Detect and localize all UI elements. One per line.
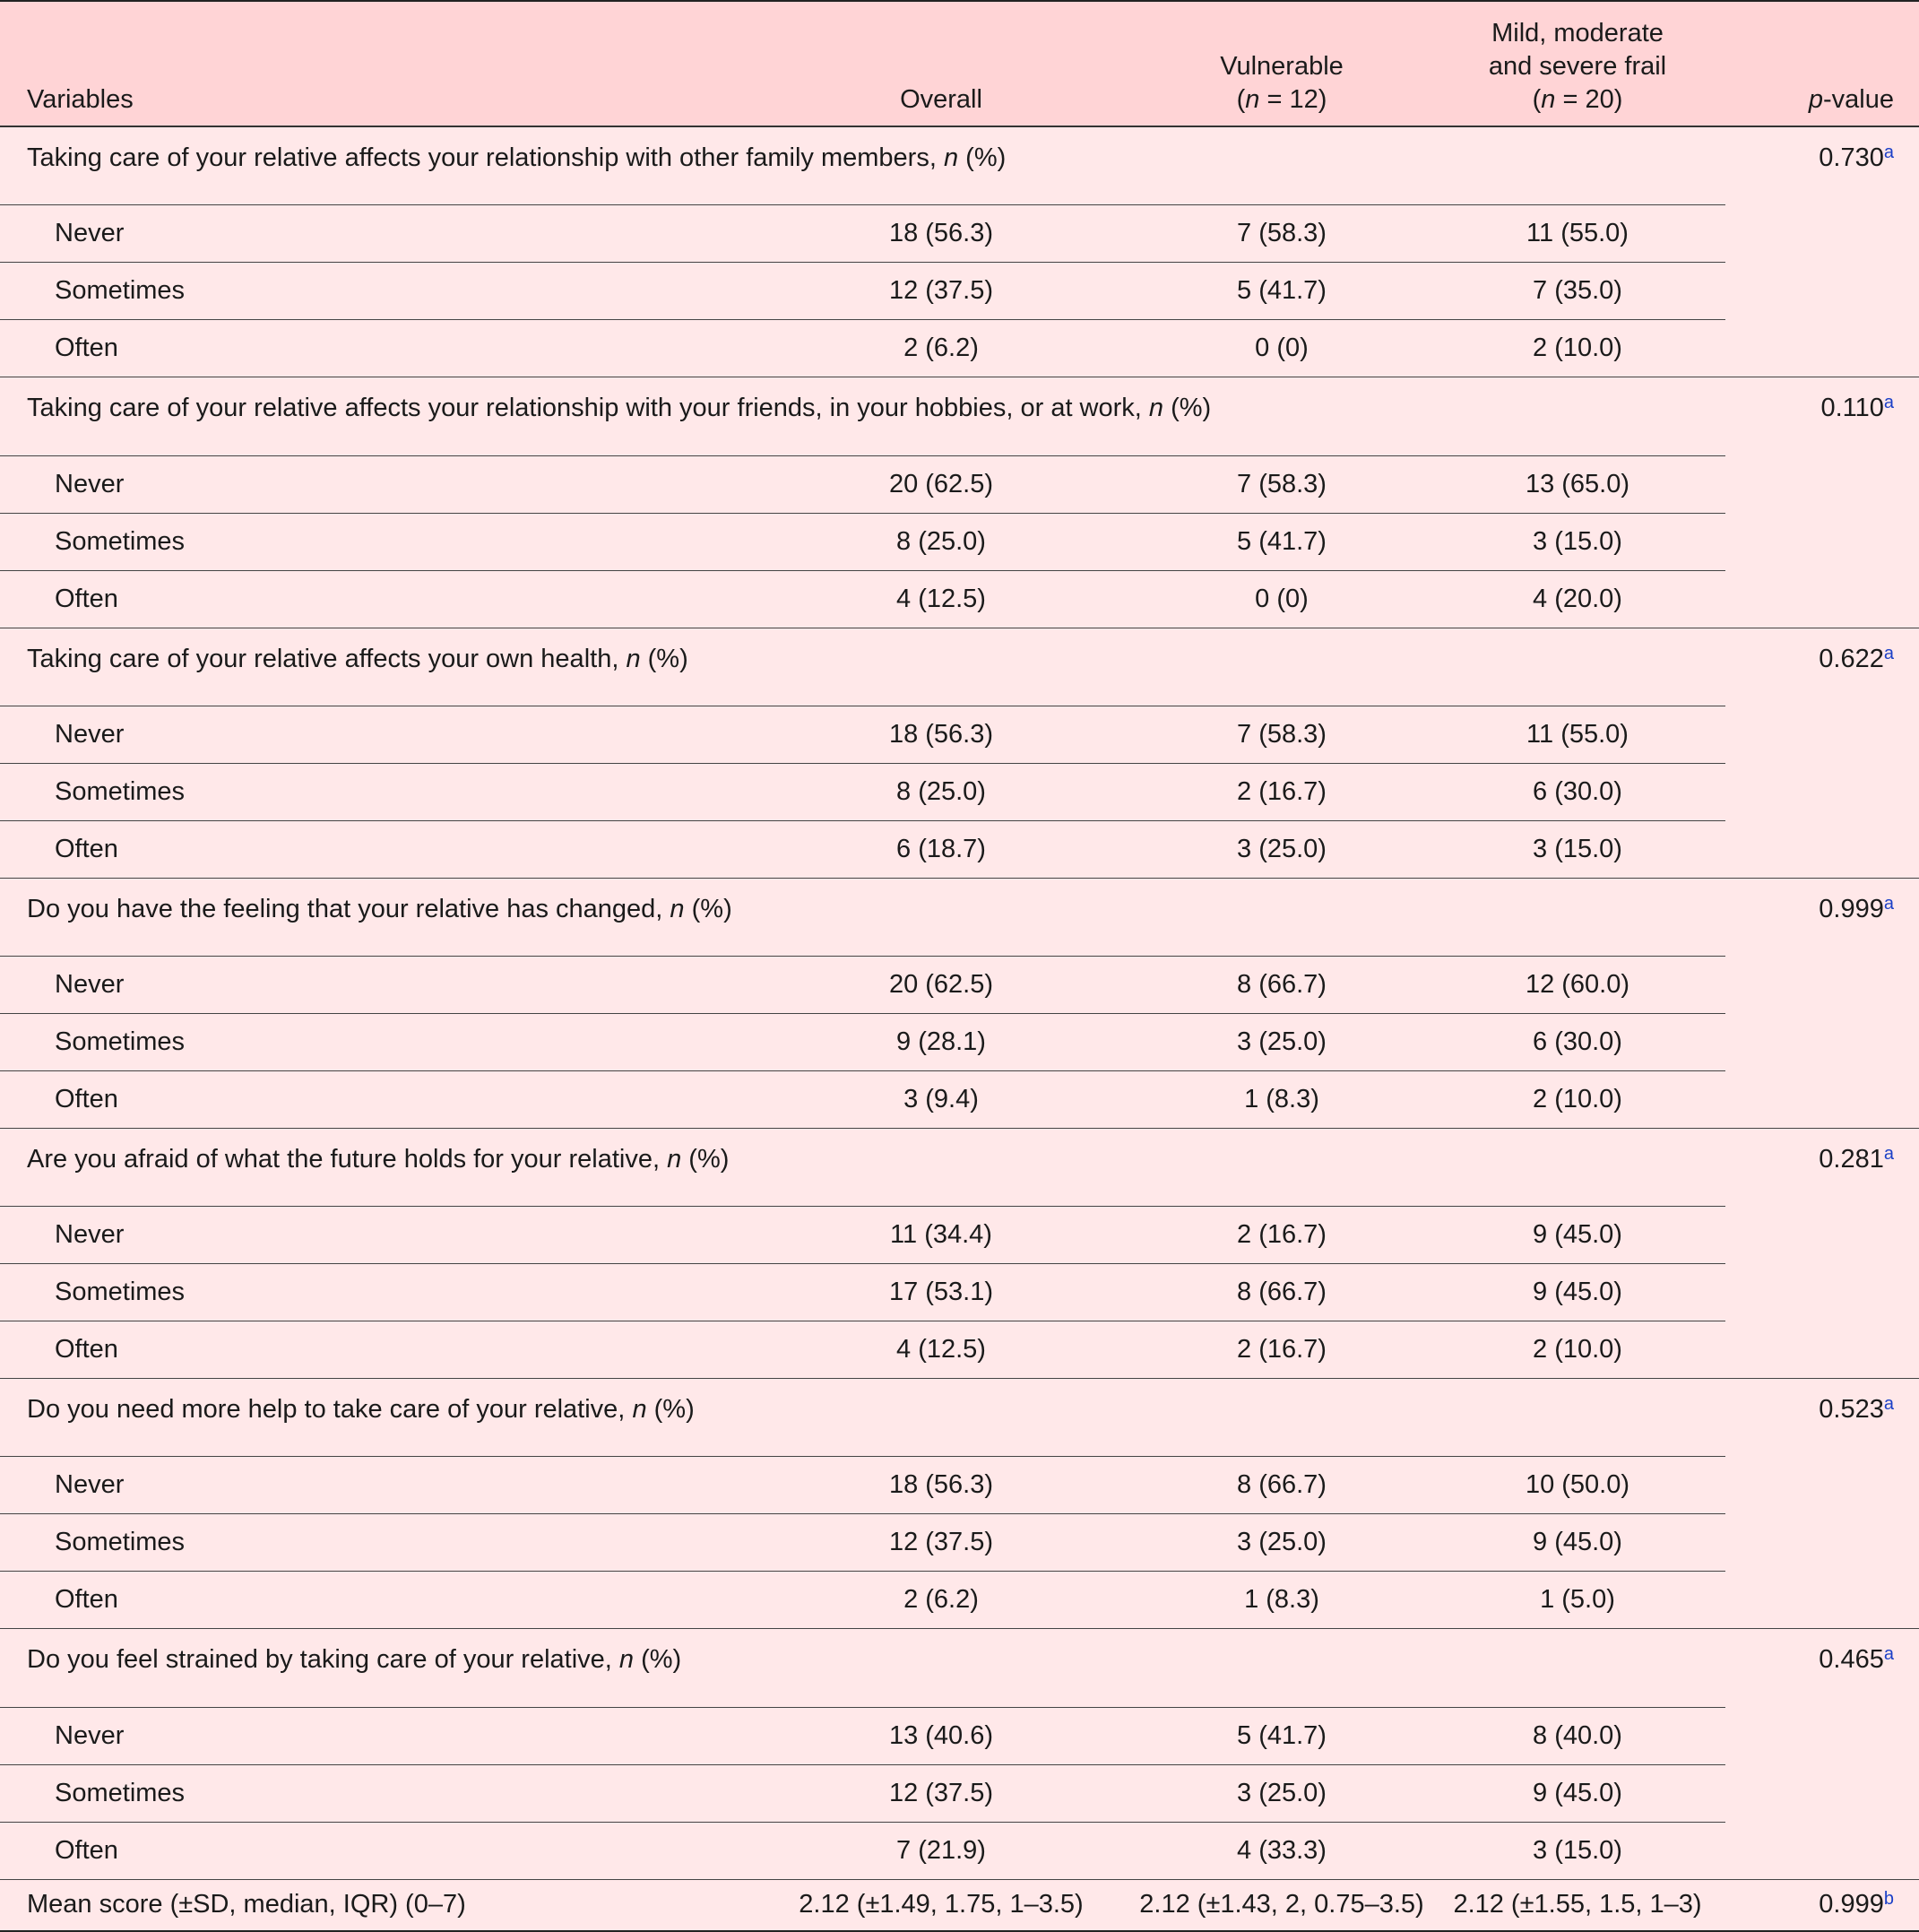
frail-cell: 9 (45.0) xyxy=(1430,1264,1725,1321)
header-variables: Variables xyxy=(0,1,748,126)
mean-p-value-footnote: b xyxy=(1883,1889,1894,1910)
option-label: Often xyxy=(0,820,748,878)
overall-cell: 8 (25.0) xyxy=(748,763,1134,820)
overall-cell: 12 (37.5) xyxy=(748,1764,1134,1822)
vulnerable-cell: 2 (16.7) xyxy=(1134,1321,1430,1379)
option-label: Sometimes xyxy=(0,1013,748,1070)
option-row xyxy=(0,706,1919,763)
overall-cell: 7 (21.9) xyxy=(748,1822,1134,1879)
vulnerable-cell: 1 (8.3) xyxy=(1134,1070,1430,1128)
option-row xyxy=(0,1321,1919,1379)
frail-cell: 9 (45.0) xyxy=(1430,1207,1725,1264)
option-label: Sometimes xyxy=(0,1264,748,1321)
p-value-footnote: a xyxy=(1883,393,1894,413)
option-row xyxy=(0,205,1919,263)
option-row xyxy=(0,1070,1919,1128)
question-label: Do you feel strained by taking care of your relative, n (%) xyxy=(0,1629,1725,1707)
frail-cell: 8 (40.0) xyxy=(1430,1707,1725,1764)
option-row xyxy=(0,1264,1919,1321)
question-label: Are you afraid of what the future holds for your relative, n (%) xyxy=(0,1128,1725,1206)
p-value-cell xyxy=(1725,1629,1919,1879)
frail-cell: 3 (15.0) xyxy=(1430,820,1725,878)
frail-cell: 2 (10.0) xyxy=(1430,1070,1725,1128)
option-row xyxy=(0,1207,1919,1264)
vulnerable-cell: 2 (16.7) xyxy=(1134,1207,1430,1264)
option-label: Sometimes xyxy=(0,513,748,570)
option-row xyxy=(0,455,1919,513)
mean-score-row xyxy=(0,1879,1919,1931)
header-frail-label-1: Mild, moderate xyxy=(1491,19,1664,48)
header-vulnerable-n: (n = 12) xyxy=(1236,85,1327,114)
vulnerable-cell: 8 (66.7) xyxy=(1134,956,1430,1013)
overall-cell: 2 (6.2) xyxy=(748,320,1134,377)
vulnerable-cell: 5 (41.7) xyxy=(1134,513,1430,570)
p-value-cell xyxy=(1725,377,1919,628)
vulnerable-cell: 0 (0) xyxy=(1134,570,1430,628)
option-label: Never xyxy=(0,706,748,763)
mean-vulnerable-cell: 2.12 (±1.43, 2, 0.75–3.5) xyxy=(1134,1879,1430,1931)
vulnerable-cell: 7 (58.3) xyxy=(1134,455,1430,513)
vulnerable-cell: 7 (58.3) xyxy=(1134,205,1430,263)
frail-cell: 4 (20.0) xyxy=(1430,570,1725,628)
vulnerable-cell: 3 (25.0) xyxy=(1134,820,1430,878)
header-row xyxy=(0,1,1919,126)
question-label: Taking care of your relative affects your own health, n (%) xyxy=(0,628,1725,706)
header-vulnerable-label: Vulnerable xyxy=(1220,52,1344,81)
option-label: Often xyxy=(0,320,748,377)
option-row xyxy=(0,956,1919,1013)
frail-cell: 7 (35.0) xyxy=(1430,263,1725,320)
overall-cell: 17 (53.1) xyxy=(748,1264,1134,1321)
option-label: Sometimes xyxy=(0,763,748,820)
p-value: 0.523 xyxy=(1819,1395,1884,1425)
option-row xyxy=(0,1764,1919,1822)
question-label: Do you have the feeling that your relative has changed, n (%) xyxy=(0,878,1725,956)
option-label: Sometimes xyxy=(0,263,748,320)
p-value-footnote: a xyxy=(1883,1143,1894,1164)
p-value-cell xyxy=(1725,126,1919,377)
vulnerable-cell: 0 (0) xyxy=(1134,320,1430,377)
overall-cell: 8 (25.0) xyxy=(748,513,1134,570)
frail-cell: 3 (15.0) xyxy=(1430,1822,1725,1879)
overall-cell: 18 (56.3) xyxy=(748,205,1134,263)
frail-cell: 2 (10.0) xyxy=(1430,320,1725,377)
overall-cell: 12 (37.5) xyxy=(748,263,1134,320)
option-row xyxy=(0,570,1919,628)
question-row xyxy=(0,878,1919,956)
overall-cell: 6 (18.7) xyxy=(748,820,1134,878)
overall-cell: 18 (56.3) xyxy=(748,706,1134,763)
option-label: Never xyxy=(0,1457,748,1514)
frail-cell: 6 (30.0) xyxy=(1430,763,1725,820)
vulnerable-cell: 8 (66.7) xyxy=(1134,1457,1430,1514)
header-frail-label-2: and severe frail xyxy=(1488,52,1667,81)
question-row xyxy=(0,126,1919,205)
mean-p-value: 0.999 xyxy=(1819,1890,1884,1919)
frail-cell: 13 (65.0) xyxy=(1430,455,1725,513)
option-row xyxy=(0,1822,1919,1879)
header-frail-n: (n = 20) xyxy=(1532,85,1623,114)
overall-cell: 18 (56.3) xyxy=(748,1457,1134,1514)
option-label: Often xyxy=(0,1572,748,1629)
table-body xyxy=(0,126,1919,1931)
option-label: Often xyxy=(0,1070,748,1128)
header-p-value: p-value xyxy=(1725,1,1919,126)
vulnerable-cell: 5 (41.7) xyxy=(1134,1707,1430,1764)
overall-cell: 9 (28.1) xyxy=(748,1013,1134,1070)
p-value: 0.622 xyxy=(1819,644,1884,673)
p-value-footnote: a xyxy=(1883,893,1894,914)
frail-cell: 9 (45.0) xyxy=(1430,1764,1725,1822)
p-value-footnote: a xyxy=(1883,1394,1894,1415)
option-label: Sometimes xyxy=(0,1764,748,1822)
question-label: Taking care of your relative affects your relationship with other family members, n (%) xyxy=(0,126,1725,205)
frail-cell: 3 (15.0) xyxy=(1430,513,1725,570)
header-vulnerable xyxy=(1134,1,1430,126)
option-row xyxy=(0,1457,1919,1514)
option-row xyxy=(0,1013,1919,1070)
vulnerable-cell: 4 (33.3) xyxy=(1134,1822,1430,1879)
option-label: Never xyxy=(0,205,748,263)
overall-cell: 13 (40.6) xyxy=(748,1707,1134,1764)
frail-cell: 2 (10.0) xyxy=(1430,1321,1725,1379)
mean-overall-cell: 2.12 (±1.49, 1.75, 1–3.5) xyxy=(748,1879,1134,1931)
overall-cell: 20 (62.5) xyxy=(748,956,1134,1013)
option-row xyxy=(0,1514,1919,1572)
question-label: Taking care of your relative affects your relationship with your friends, in your hobbies, or at work, n (%) xyxy=(0,377,1725,455)
p-value-cell xyxy=(1725,1379,1919,1629)
vulnerable-cell: 5 (41.7) xyxy=(1134,263,1430,320)
vulnerable-cell: 2 (16.7) xyxy=(1134,763,1430,820)
frail-cell: 6 (30.0) xyxy=(1430,1013,1725,1070)
header-frail xyxy=(1430,1,1725,126)
option-label: Sometimes xyxy=(0,1514,748,1572)
mean-score-label: Mean score (±SD, median, IQR) (0–7) xyxy=(0,1879,748,1931)
p-value-footnote: a xyxy=(1883,643,1894,663)
vulnerable-cell: 3 (25.0) xyxy=(1134,1764,1430,1822)
frail-cell: 12 (60.0) xyxy=(1430,956,1725,1013)
vulnerable-cell: 8 (66.7) xyxy=(1134,1264,1430,1321)
vulnerable-cell: 7 (58.3) xyxy=(1134,706,1430,763)
option-row xyxy=(0,513,1919,570)
frail-cell: 10 (50.0) xyxy=(1430,1457,1725,1514)
question-row xyxy=(0,1379,1919,1457)
mean-frail-cell: 2.12 (±1.55, 1.5, 1–3) xyxy=(1430,1879,1725,1931)
p-value-footnote: a xyxy=(1883,143,1894,162)
option-row xyxy=(0,1707,1919,1764)
p-value: 0.730 xyxy=(1819,143,1884,172)
frail-cell: 1 (5.0) xyxy=(1430,1572,1725,1629)
option-label: Never xyxy=(0,956,748,1013)
question-row xyxy=(0,628,1919,706)
overall-cell: 11 (34.4) xyxy=(748,1207,1134,1264)
option-row xyxy=(0,320,1919,377)
vulnerable-cell: 1 (8.3) xyxy=(1134,1572,1430,1629)
option-row xyxy=(0,263,1919,320)
p-value: 0.281 xyxy=(1819,1144,1884,1174)
option-row xyxy=(0,763,1919,820)
option-label: Never xyxy=(0,1707,748,1764)
option-label: Often xyxy=(0,570,748,628)
overall-cell: 2 (6.2) xyxy=(748,1572,1134,1629)
p-value: 0.110 xyxy=(1820,394,1884,423)
option-label: Never xyxy=(0,1207,748,1264)
frail-cell: 11 (55.0) xyxy=(1430,706,1725,763)
option-row xyxy=(0,1572,1919,1629)
question-row xyxy=(0,1128,1919,1206)
mean-p-value-cell xyxy=(1725,1879,1919,1931)
option-label: Often xyxy=(0,1822,748,1879)
vulnerable-cell: 3 (25.0) xyxy=(1134,1013,1430,1070)
question-row xyxy=(0,377,1919,455)
frail-cell: 11 (55.0) xyxy=(1430,205,1725,263)
option-label: Often xyxy=(0,1321,748,1379)
option-label: Never xyxy=(0,455,748,513)
question-row xyxy=(0,1629,1919,1707)
p-value: 0.999 xyxy=(1819,894,1884,923)
p-value: 0.465 xyxy=(1819,1645,1884,1675)
frail-cell: 9 (45.0) xyxy=(1430,1514,1725,1572)
option-row xyxy=(0,820,1919,878)
p-value-cell xyxy=(1725,1128,1919,1378)
question-label: Do you need more help to take care of your relative, n (%) xyxy=(0,1379,1725,1457)
overall-cell: 20 (62.5) xyxy=(748,455,1134,513)
overall-cell: 3 (9.4) xyxy=(748,1070,1134,1128)
overall-cell: 4 (12.5) xyxy=(748,570,1134,628)
header-overall: Overall xyxy=(748,1,1134,126)
p-value-cell xyxy=(1725,878,1919,1128)
p-value-footnote: a xyxy=(1883,1644,1894,1665)
vulnerable-cell: 3 (25.0) xyxy=(1134,1514,1430,1572)
p-value-cell xyxy=(1725,628,1919,878)
overall-cell: 12 (37.5) xyxy=(748,1514,1134,1572)
overall-cell: 4 (12.5) xyxy=(748,1321,1134,1379)
